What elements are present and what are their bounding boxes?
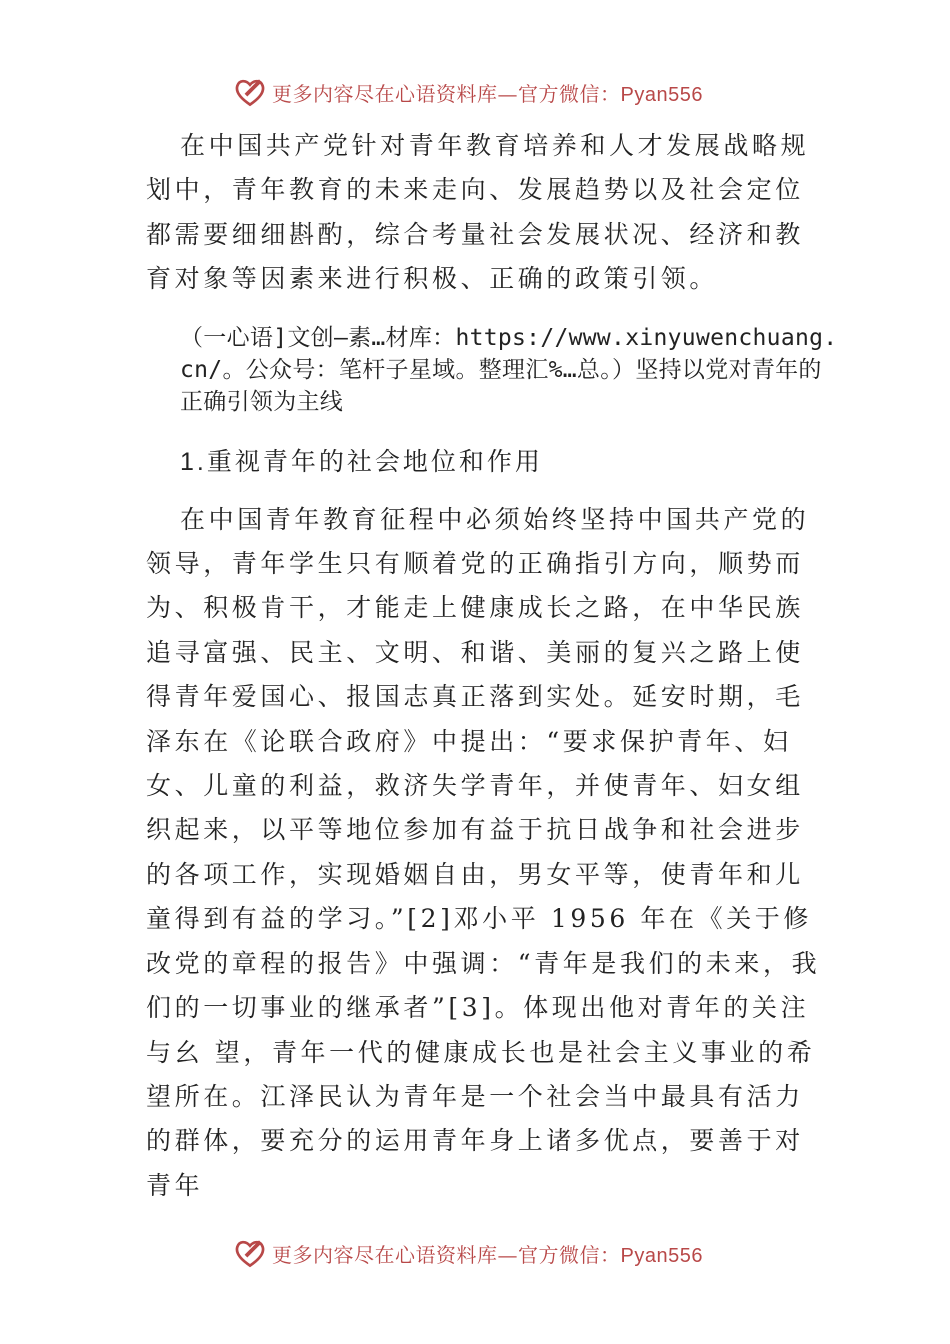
- wechat-id: Pyan556: [620, 83, 703, 106]
- wechat-id: Pyan556: [620, 1244, 703, 1267]
- intro-paragraph: 在中国共产党针对青年教育培养和人才发展战略规划中，青年教育的未来走向、发展趋势以及社会定位都需要细细斟酌，综合考量社会发展状况、经济和教育对象等因素来进行积极、正确的政策引领。: [146, 131, 810, 294]
- header-banner: [232, 72, 703, 112]
- section-heading: [180, 440, 826, 484]
- banner-title: 更多内容尽在心语资料库—官方微信：: [272, 81, 621, 106]
- document-body: [146, 124, 838, 1208]
- source-note: （一心语]文创—素…材库：https://www.xinyuwenchuang.cn/。公众号：笔杆子星域。整理汇%…总。）坚持以党对青年的正确引领为主线: [180, 324, 838, 415]
- banner-text: [272, 1239, 703, 1268]
- heart-pen-logo-icon: [232, 74, 268, 110]
- heading-text: 重视青年的社会地位和作用: [206, 446, 543, 476]
- body-paragraph: 在中国青年教育征程中必须始终坚持中国共产党的领导，青年学生只有顺着党的正确指引方向，顺势而为、积极肯干，才能走上健康成长之路，在中华民族追寻富强、民主、文明、和谐、美丽的复兴之路上使得青年爱国心、报国志真正落到实处。延安时期，毛泽东在《论联合政府》中提出：“要求保护青年、妇女、儿童的利益，救济失学青年，并使青年、妇女组织起来，以平等地位参加有益于抗日战争和社会进步的各项工作，实现婚姻自由，男女平等，使青年和儿童得到有益的学习。”[2]邓小平 1956 年在《关于修改党的章程的报告》中强调：“青年是我们的未来，我们的一切事业的继承者”[3]。体现出他对青年的关注与幺 望，青年一代的健康成长也是社会主义事业的希望所在。江泽民认为青年是一个社会当中最具有活力的群体，要充分的运用青年身上诸多优点，要善于对青年: [146, 504, 821, 1200]
- heading-number: 1.: [180, 447, 207, 476]
- banner-title: 更多内容尽在心语资料库—官方微信：: [272, 1242, 621, 1267]
- banner-text: [272, 78, 703, 107]
- heart-pen-logo-icon: [232, 1235, 268, 1271]
- footer-banner: [232, 1233, 703, 1273]
